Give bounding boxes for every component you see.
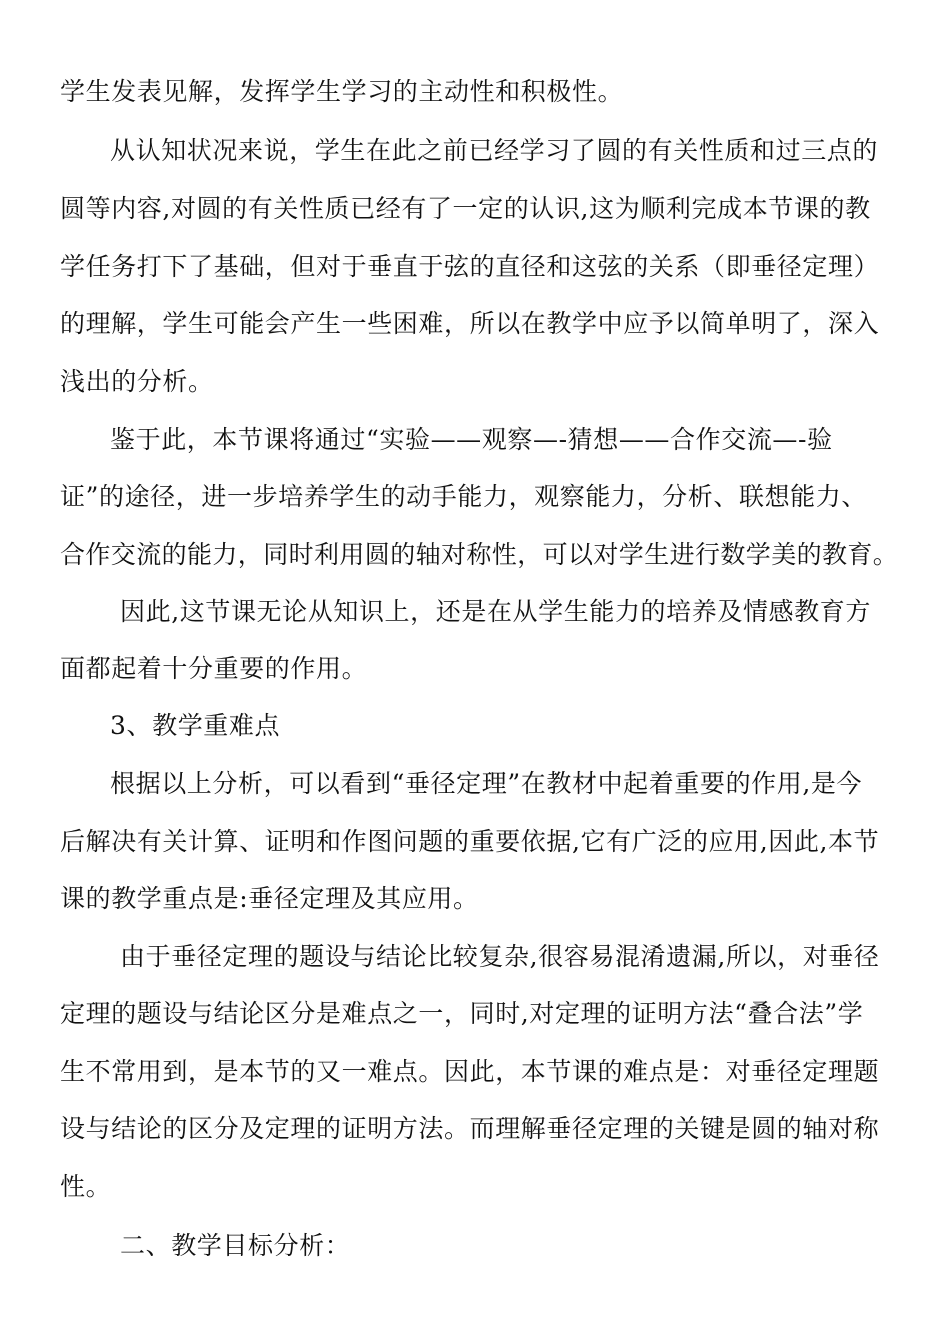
text-line bbox=[0, 72, 950, 112]
text-line-content: 学任务打下了基础，但对于垂直于弦的直径和这弦的关系（即垂径定理） bbox=[60, 252, 880, 281]
text-line bbox=[0, 189, 950, 229]
text-line bbox=[0, 535, 950, 575]
text-line bbox=[0, 420, 950, 460]
text-line bbox=[0, 304, 950, 344]
text-line-content: 面都起着十分重要的作用。 bbox=[60, 654, 368, 683]
text-line-content: 定理的题设与结论区分是难点之一，同时,对定理的证明方法“叠合法”学 bbox=[60, 999, 864, 1028]
text-line bbox=[0, 879, 950, 919]
text-line-content: 由于垂径定理的题设与结论比较复杂,很容易混淆遗漏,所以，对垂径 bbox=[120, 942, 880, 971]
text-line bbox=[0, 937, 950, 977]
text-line-content: 生不常用到，是本节的又一难点。因此，本节课的难点是：对垂径定理题 bbox=[60, 1057, 880, 1086]
text-line-content: 浅出的分析。 bbox=[60, 367, 214, 396]
section-heading bbox=[0, 1226, 950, 1266]
text-line bbox=[0, 649, 950, 689]
text-line-content: 设与结论的区分及定理的证明方法。而理解垂径定理的关键是圆的轴对称 bbox=[60, 1114, 880, 1143]
text-line-content: 从认知状况来说，学生在此之前已经学习了圆的有关性质和过三点的 bbox=[110, 136, 879, 165]
text-line bbox=[0, 1109, 950, 1149]
text-line bbox=[0, 764, 950, 804]
text-line bbox=[0, 592, 950, 632]
section-heading bbox=[0, 706, 950, 746]
text-line-content: 合作交流的能力，同时利用圆的轴对称性，可以对学生进行数学美的教育。 bbox=[60, 540, 899, 569]
text-line bbox=[0, 1167, 950, 1207]
text-line-content: 学生发表见解，发挥学生学习的主动性和积极性。 bbox=[60, 77, 624, 106]
text-line-content: 因此,这节课无论从知识上，还是在从学生能力的培养及情感教育方 bbox=[120, 597, 871, 626]
text-line bbox=[0, 822, 950, 862]
text-line-content: 课的教学重点是:垂径定理及其应用。 bbox=[60, 884, 479, 913]
text-line bbox=[0, 477, 950, 517]
text-line bbox=[0, 994, 950, 1034]
text-line-content: 圆等内容,对圆的有关性质已经有了一定的认识,这为顺利完成本节课的教 bbox=[60, 194, 871, 223]
text-line-content: 证”的途径，进一步培养学生的动手能力，观察能力，分析、联想能力、 bbox=[60, 482, 867, 511]
text-line-content: 性。 bbox=[60, 1172, 112, 1201]
text-line-content: 鉴于此，本节课将通过“实验——观察—-猜想——合作交流—-验 bbox=[110, 425, 833, 454]
text-line bbox=[0, 1052, 950, 1092]
text-line bbox=[0, 362, 950, 402]
text-line bbox=[0, 131, 950, 171]
text-line-content: 后解决有关计算、证明和作图问题的重要依据,它有广泛的应用,因此,本节 bbox=[60, 827, 880, 856]
text-line bbox=[0, 247, 950, 287]
text-line-content: 根据以上分析，可以看到“垂径定理”在教材中起着重要的作用,是今 bbox=[110, 769, 863, 798]
text-line-content: 的理解，学生可能会产生一些困难，所以在教学中应予以简单明了，深入 bbox=[60, 309, 880, 338]
section-heading-text: 3、教学重难点 bbox=[110, 711, 281, 740]
section-heading-text: 二、教学目标分析： bbox=[120, 1231, 351, 1260]
